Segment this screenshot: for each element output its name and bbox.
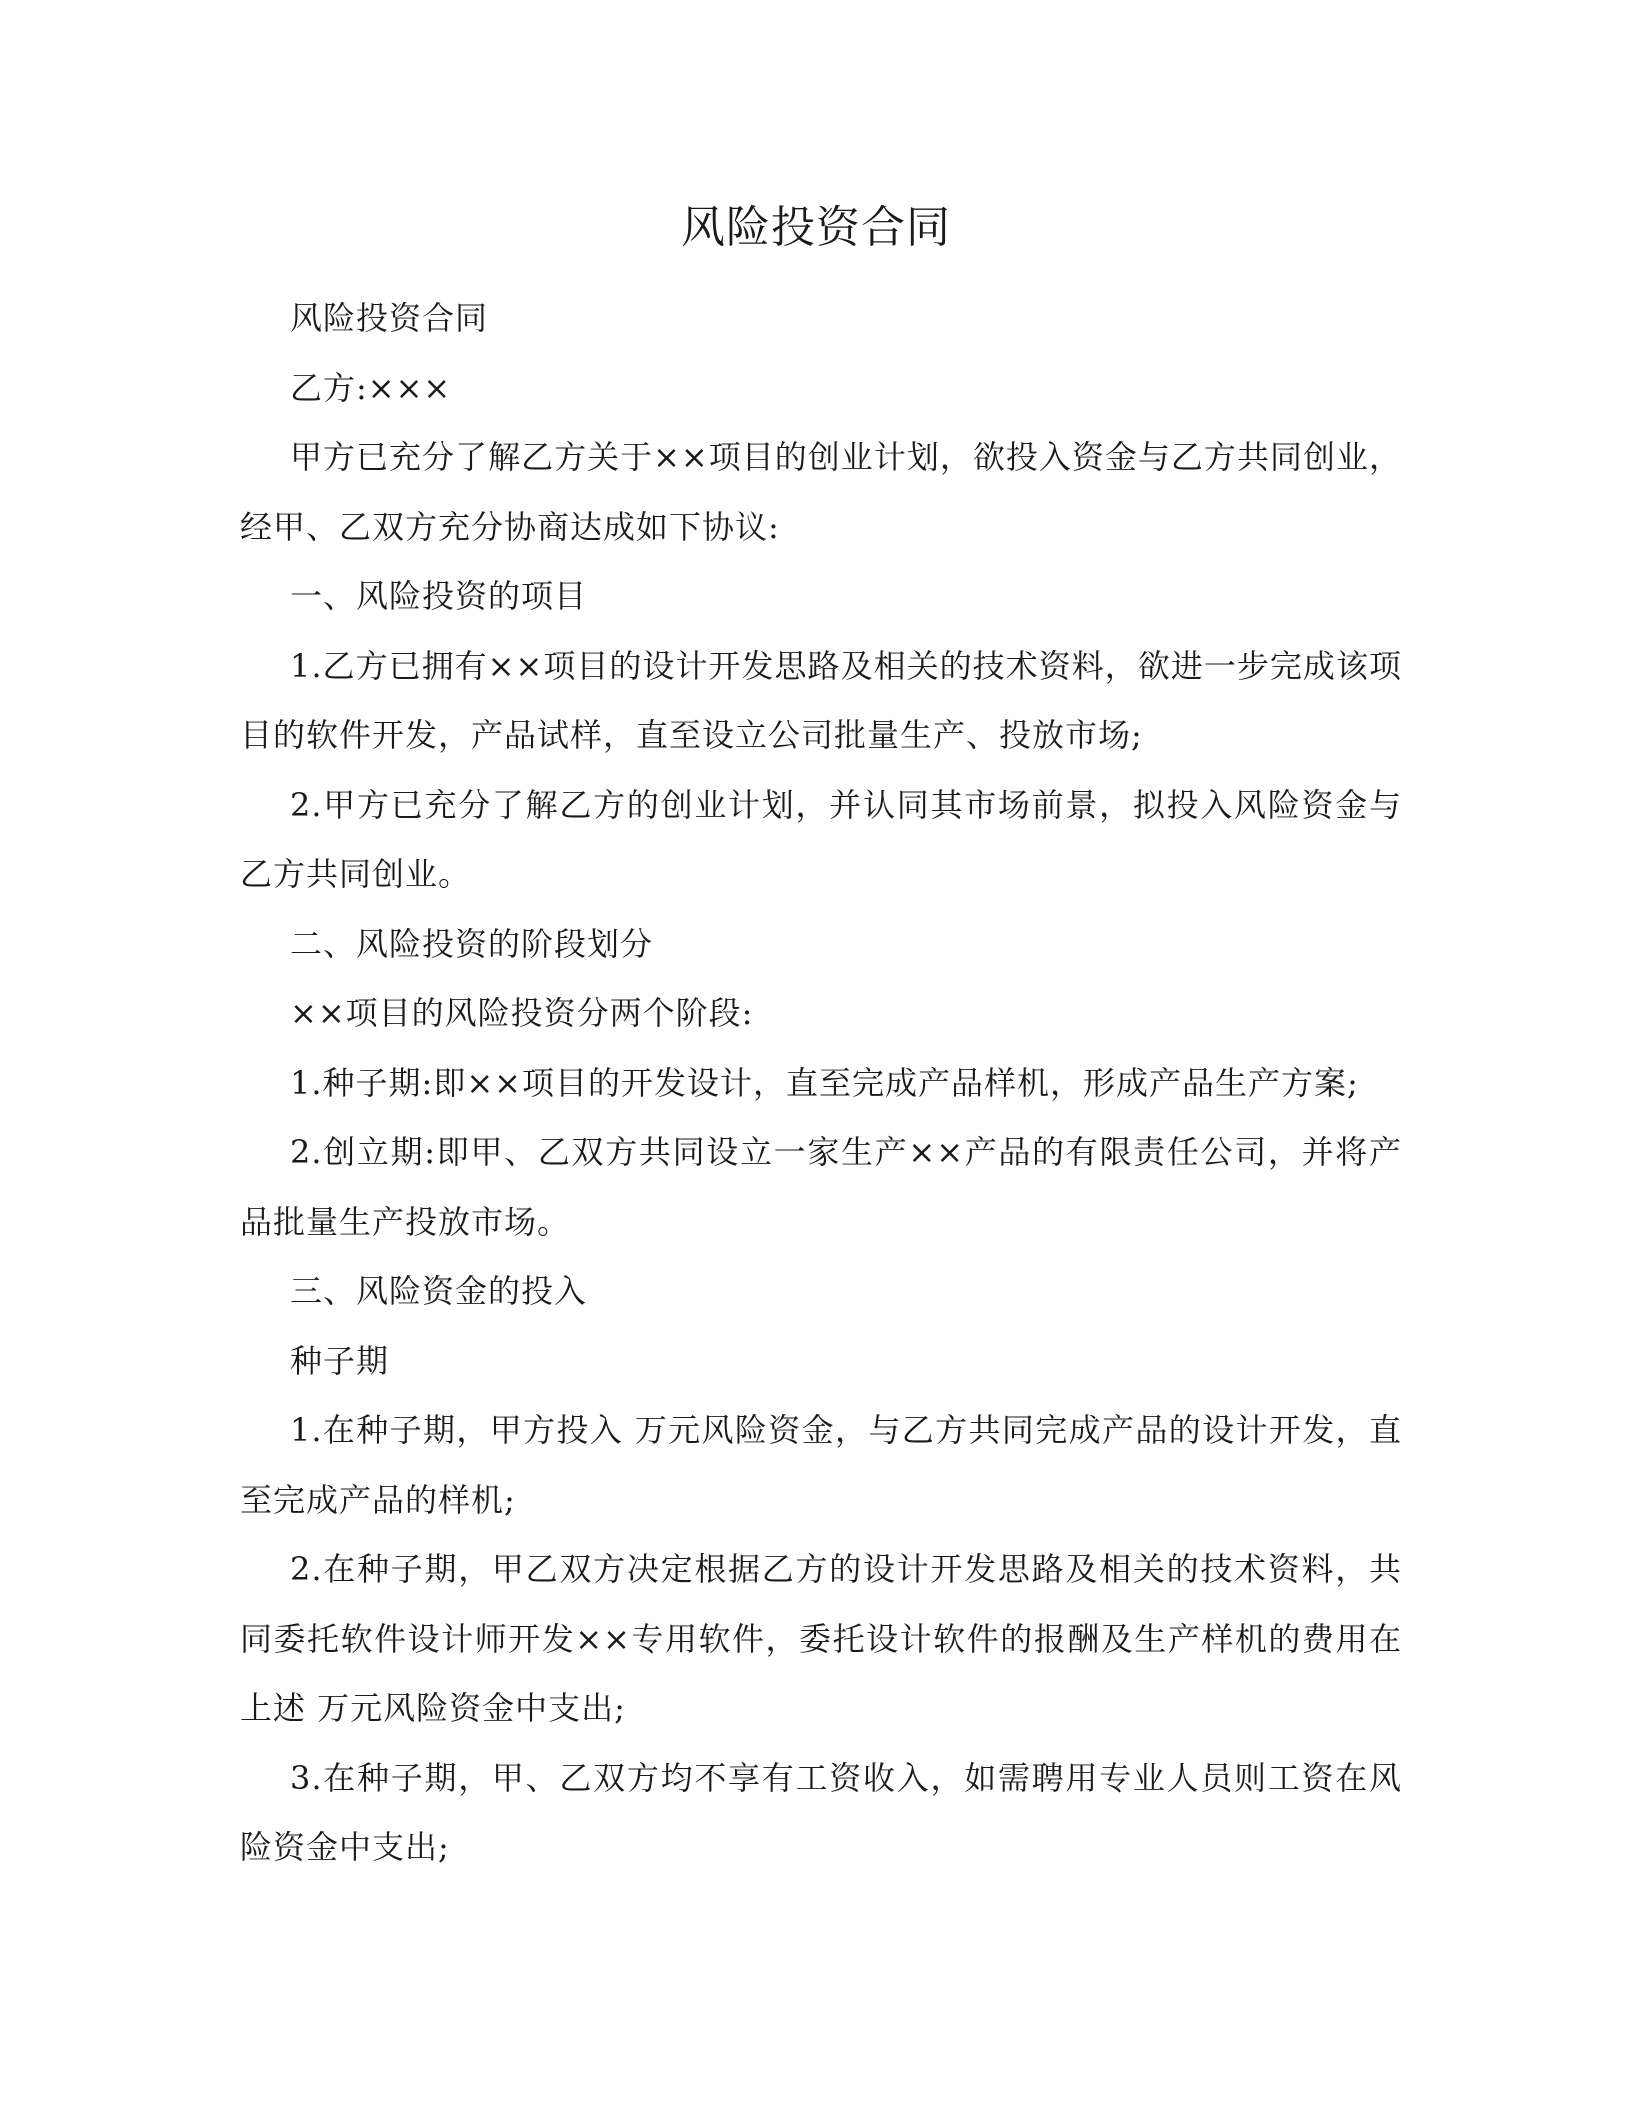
paragraph-clause: 3.在种子期，甲、乙双方均不享有工资收入，如需聘用专业人员则工资在风险资金中支出; bbox=[240, 1758, 1402, 1866]
paragraph-clause: 2.创立期:即甲、乙双方共同设立一家生产××产品的有限责任公司，并将产品批量生产投放市场。 bbox=[240, 1133, 1402, 1241]
section-heading-2: 二、风险投资的阶段划分 bbox=[290, 924, 654, 963]
paragraph-clause: ××项目的风险投资分两个阶段: bbox=[290, 994, 754, 1032]
paragraph-clause: 1.在种子期，甲方投入 万元风险资金，与乙方共同完成产品的设计开发，直至完成产品的样机; bbox=[240, 1411, 1402, 1519]
paragraph-clause: 2.甲方已充分了解乙方的创业计划，并认同其市场前景，拟投入风险资金与乙方共同创业。 bbox=[240, 785, 1402, 893]
paragraph-preamble: 甲方已充分了解乙方关于××项目的创业计划，欲投入资金与乙方共同创业，经甲、乙双方充分协商达成如下协议: bbox=[240, 438, 1402, 546]
section-heading-3: 三、风险资金的投入 bbox=[290, 1272, 588, 1310]
section-heading-1: 一、风险投资的项目 bbox=[290, 577, 588, 615]
paragraph-party-b: 乙方:××× bbox=[290, 368, 452, 407]
paragraph-subtitle: 风险投资合同 bbox=[290, 299, 489, 337]
paragraph-clause: 1.乙方已拥有××项目的设计开发思路及相关的技术资料，欲进一步完成该项目的软件开发，产品试样，直至设立公司批量生产、投放市场; bbox=[240, 646, 1402, 754]
document-body bbox=[240, 284, 1402, 1883]
subsection-heading: 种子期 bbox=[290, 1341, 390, 1380]
document-title: 风险投资合同 bbox=[681, 202, 951, 253]
paragraph-clause: 1.种子期:即××项目的开发设计，直至完成产品样机，形成产品生产方案; bbox=[290, 1063, 1359, 1102]
paragraph-clause: 2.在种子期，甲乙双方决定根据乙方的设计开发思路及相关的技术资料，共同委托软件设计师开发××专用软件，委托设计软件的报酬及生产样机的费用在上述 万元风险资金中支出; bbox=[240, 1550, 1402, 1727]
